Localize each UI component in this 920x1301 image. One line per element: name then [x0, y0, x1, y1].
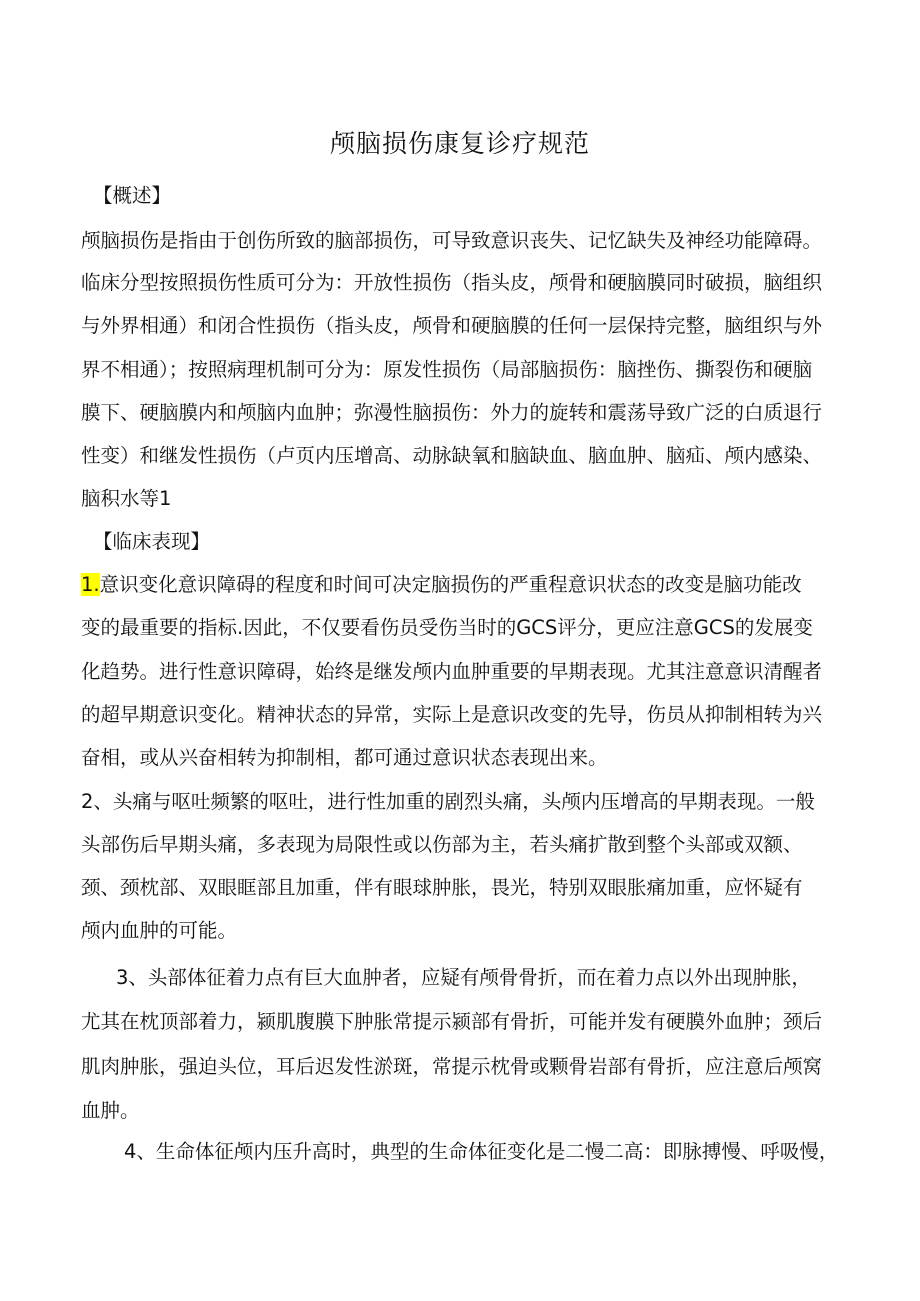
item2-line-4: 颅内血肿的可能。 [81, 919, 238, 942]
overview-line-4: 界不相通）；按照病理机制可分为：原发性损伤（局部脑损伤：脑挫伤、撕裂伤和硬脑 [81, 358, 813, 381]
overview-line-7: 脑积水等1 [81, 487, 172, 510]
overview-heading: 【概述】 [93, 184, 172, 207]
item2-line-2: 头部伤后早期头痛，多表现为局限性或以伤部为主，若头痛扩散到整个头部或双额、 [81, 833, 803, 856]
item1-line-5: 奋相，或从兴奋相转为抑制相，都可通过意识状态表现出来。 [81, 746, 608, 769]
clinical-heading: 【临床表现】 [93, 530, 211, 553]
item2-line-3: 颈、颈枕部、双眼眶部且加重，伴有眼球肿胀，畏光，特别双眼胀痛加重，应怀疑有 [81, 876, 803, 899]
overview-line-1: 颅脑损伤是指由于创伤所致的脑部损伤，可导致意识丧失、记忆缺失及神经功能障碍。 [81, 229, 823, 252]
overview-line-2: 临床分型按照损伤性质可分为：开放性损伤（指头皮，颅骨和硬脑膜同时破损，脑组织 [81, 271, 823, 294]
overview-line-5: 膜下、硬脑膜内和颅脑内血肿；弥漫性脑损伤：外力的旋转和震荡导致广泛的白质退行 [81, 401, 823, 424]
item1-line-4: 的超早期意识变化。精神状态的异常，实际上是意识改变的先导，伤员从抑制相转为兴 [81, 703, 823, 726]
item4-line-1: 4、生命体征颅内压升高时，典型的生命体征变化是二慢二高：即脉搏慢、呼吸慢， [124, 1140, 839, 1163]
item1-number-highlight: 1. [81, 573, 100, 596]
item1-line-1 [81, 569, 802, 597]
document-title: 颅脑损伤康复诊疗规范 [329, 129, 590, 158]
item1-line-1-text: 意识变化意识障碍的程度和时间可决定脑损伤的严重程意识状态的改变是脑功能改 [99, 573, 802, 596]
item2-line-1: 2、头痛与呕吐频繁的呕吐，进行性加重的剧烈头痛，头颅内压增高的早期表现。一般 [81, 790, 815, 813]
item1-line-2: 变的最重要的指标.因此，不仅要看伤员受伤当时的GCS评分，更应注意GCS的发展变 [81, 616, 813, 639]
item3-line-4: 血肿。 [81, 1099, 140, 1122]
item3-line-3: 肌肉肿胀，强迫头位，耳后迟发性淤斑，常提示枕骨或颗骨岩部有骨折，应注意后颅窝 [81, 1055, 823, 1078]
item1-line-3: 化趋势。进行性意识障碍，始终是继发颅内血肿重要的早期表现。尤其注意意识清醒者 [81, 660, 823, 683]
item3-line-1: 3、头部体征着力点有巨大血肿者，应疑有颅骨骨折，而在着力点以外出现肿胀， [116, 966, 811, 989]
overview-line-3: 与外界相通）和闭合性损伤（指头皮，颅骨和硬脑膜的任何一层保持完整，脑组织与外 [81, 314, 823, 337]
overview-line-6: 性变）和继发性损伤（卢页内压增高、动脉缺氧和脑缺血、脑血肿、脑疝、颅内感染、 [81, 444, 823, 467]
item3-line-2: 尤其在枕顶部着力，颍肌腹膜下肿胀常提示颍部有骨折，可能并发有硬膜外血肿；颈后 [81, 1010, 823, 1033]
